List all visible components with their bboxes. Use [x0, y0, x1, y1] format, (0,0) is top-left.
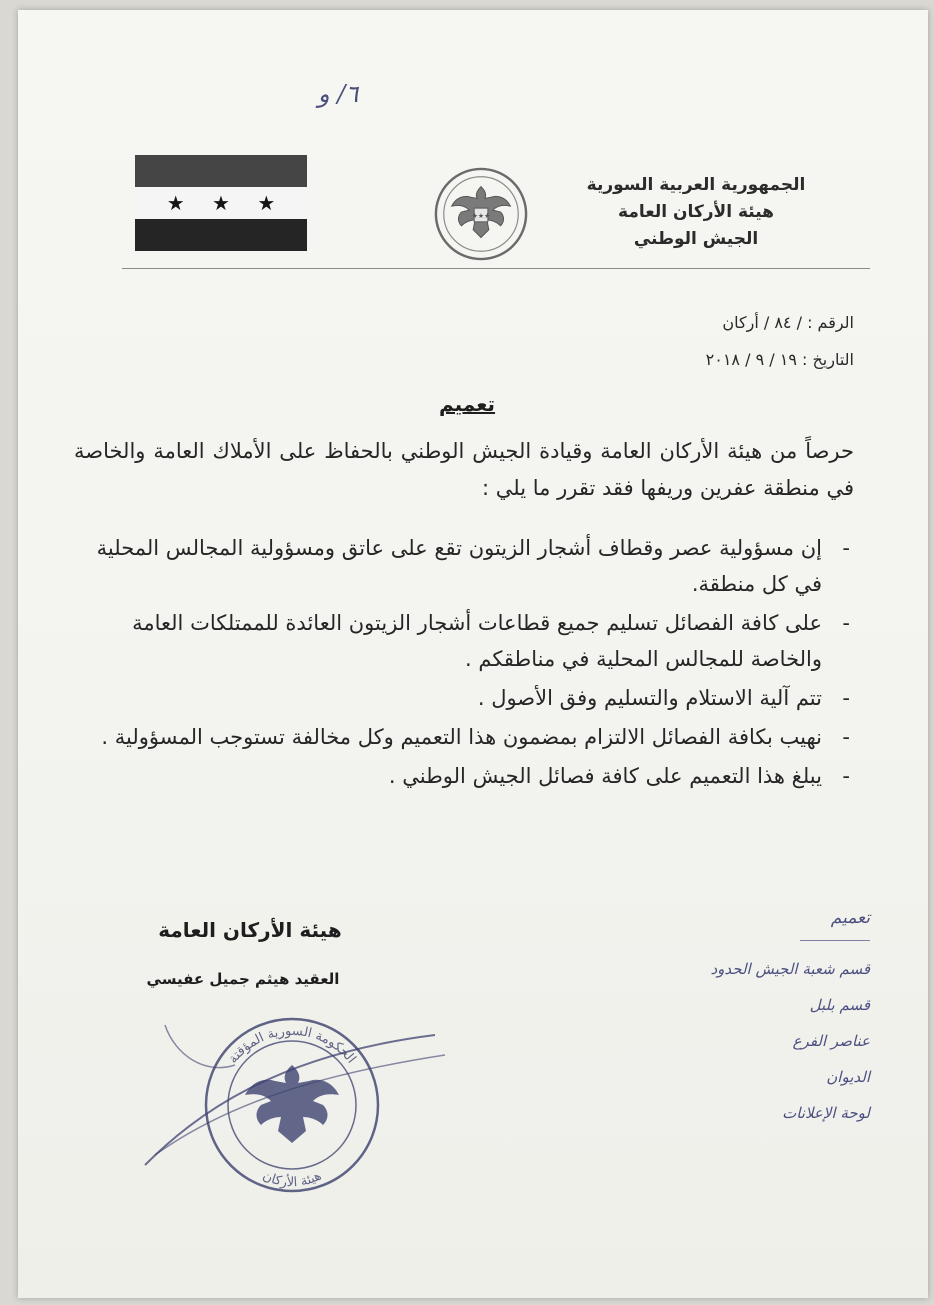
intro-paragraph: حرصاً من هيئة الأركان العامة وقيادة الجيش الوطني بالحفاظ على الأملاك العامة والخاصة في منطقة عفرين وريفها فقد تقرر ما يلي : — [74, 439, 854, 500]
header-divider — [122, 268, 870, 269]
letterhead-army: الجيش الوطني — [633, 229, 759, 249]
svg-text:★★★: ★★★ — [471, 211, 491, 220]
handwritten-note-line: الديوان — [826, 1068, 870, 1086]
list-item: - إن مسؤولية عصر وقطاف أشجار الزيتون تقع على عاتق ومسؤولية المجالس المحلية في كل منطقة. — [66, 530, 856, 602]
official-stamp — [135, 995, 455, 1205]
list-item: - نهيب بكافة الفصائل الالتزام بمضمون هذا التعميم وكل مخالفة تستوجب المسؤولية . — [66, 719, 856, 755]
letterhead-authority: هيئة الأركان العامة — [618, 202, 774, 222]
star-icon: ★ — [212, 191, 230, 215]
handwritten-note-heading: تعميم — [830, 908, 870, 928]
stamp-text-top: الحكومة السورية المؤقتة — [225, 1023, 359, 1067]
handwritten-distribution — [610, 900, 870, 1131]
handwritten-underline — [800, 940, 870, 941]
handwritten-note-line: عناصر الفرع — [792, 1032, 870, 1050]
star-icon: ★ — [166, 191, 185, 215]
handwritten-note-line: لوحة الإعلانات — [782, 1104, 870, 1122]
stamp-text-bottom: هيئة الأركان — [260, 1168, 324, 1191]
letterhead — [566, 172, 826, 253]
list-item: - يبلغ هذا التعميم على كافة فصائل الجيش الوطني . — [66, 758, 856, 794]
list-item: - على كافة الفصائل تسليم جميع قطاعات أشجار الزيتون العائدة للممتلكات العامة والخاصة للمجالس المحلية في مناطقكم . — [66, 605, 856, 677]
signatory-organization: هيئة الأركان العامة — [158, 918, 342, 942]
flag-band-middle — [135, 187, 307, 219]
signatory-name: العقيد هيثم جميل عفيسي — [146, 970, 340, 988]
list-item: - تتم آلية الاستلام والتسليم وفق الأصول . — [66, 680, 856, 716]
eagle-emblem-icon — [432, 165, 530, 263]
reference-date: التاريخ : ١٩ / ٩ / ٢٠١٨ — [705, 350, 854, 369]
handwritten-note-line: قسم شعبة الجيش الحدود — [710, 960, 870, 978]
star-icon: ★ — [257, 191, 276, 215]
flag-band-bottom — [135, 219, 307, 251]
handwritten-note-line: قسم بلبل — [809, 996, 870, 1014]
document-title: تعميم — [438, 392, 496, 416]
letterhead-country: الجمهورية العربية السورية — [586, 175, 806, 195]
reference-number: الرقم : / ٨٤ / أركان — [722, 313, 854, 332]
flag-band-top — [135, 155, 307, 187]
handwritten-reference: ٦/ و — [318, 80, 359, 108]
decision-list — [66, 530, 856, 797]
flag-image — [135, 155, 307, 251]
